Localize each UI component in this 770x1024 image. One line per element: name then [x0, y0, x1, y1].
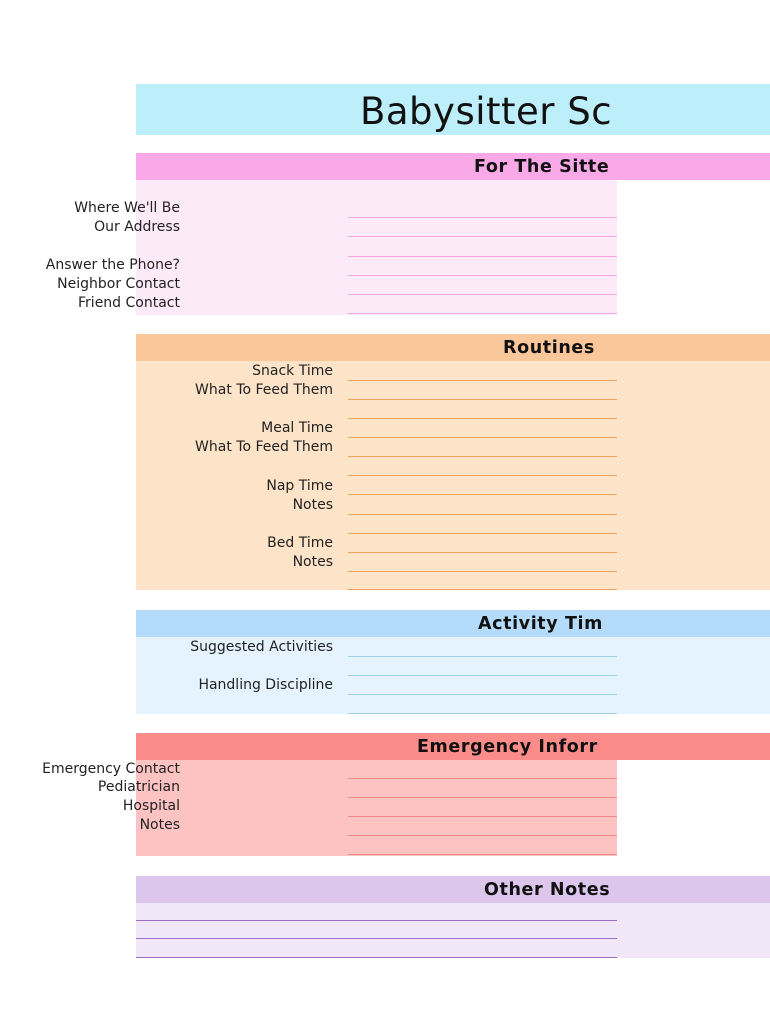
input-line[interactable] — [348, 694, 617, 695]
input-line[interactable] — [348, 217, 617, 218]
label-what-to-feed: What To Feed Them — [195, 439, 333, 455]
section-other-notes — [136, 876, 770, 958]
input-line[interactable] — [348, 514, 617, 515]
input-line[interactable] — [348, 778, 617, 779]
label-notes: Notes — [139, 817, 180, 833]
section-title: Other Notes — [484, 880, 611, 900]
input-line[interactable] — [348, 533, 617, 534]
input-line[interactable] — [348, 656, 617, 657]
page-title: Babysitter Sc — [360, 90, 613, 133]
input-line[interactable] — [348, 418, 617, 419]
label-notes: Notes — [292, 554, 333, 570]
label-hospital: Hospital — [122, 798, 180, 814]
label-answer-phone: Answer the Phone? — [45, 257, 180, 273]
label-bed-time: Bed Time — [267, 535, 333, 551]
input-line[interactable] — [348, 713, 617, 714]
input-line[interactable] — [348, 552, 617, 553]
input-line[interactable] — [348, 675, 617, 676]
input-line[interactable] — [348, 236, 617, 237]
section-for-the-sitter — [45, 153, 770, 315]
section-title: Routines — [503, 338, 595, 358]
section-title: Activity Tim — [478, 614, 603, 634]
input-line[interactable] — [136, 938, 617, 939]
input-line[interactable] — [348, 313, 617, 314]
input-line[interactable] — [348, 816, 617, 817]
section-body — [42, 760, 617, 856]
section-body — [136, 903, 770, 958]
label-emergency-contact: Emergency Contact — [42, 761, 180, 777]
input-line[interactable] — [136, 920, 617, 921]
section-body — [45, 180, 617, 315]
label-what-to-feed: What To Feed Them — [195, 382, 333, 398]
input-line[interactable] — [136, 957, 617, 958]
section-activity-time — [136, 610, 770, 714]
input-line[interactable] — [348, 399, 617, 400]
label-pediatrician: Pediatrician — [97, 779, 180, 795]
label-meal-time: Meal Time — [261, 420, 333, 436]
label-where-well-be: Where We'll Be — [74, 200, 180, 216]
label-friend-contact: Friend Contact — [78, 295, 180, 311]
input-line[interactable] — [348, 494, 617, 495]
input-line[interactable] — [348, 854, 617, 855]
input-line[interactable] — [348, 256, 617, 257]
section-header — [136, 610, 770, 637]
input-line[interactable] — [348, 835, 617, 836]
label-handling-discipline: Handling Discipline — [198, 677, 333, 693]
section-header — [136, 153, 770, 180]
section-header — [136, 876, 770, 903]
input-line[interactable] — [348, 797, 617, 798]
label-nap-time: Nap Time — [266, 478, 333, 494]
section-body — [136, 637, 770, 714]
section-emergency-information — [42, 733, 770, 856]
section-title: For The Sitte — [474, 157, 610, 177]
label-suggested-activities: Suggested Activities — [190, 639, 333, 655]
label-neighbor-contact: Neighbor Contact — [57, 276, 180, 292]
input-line[interactable] — [348, 589, 617, 590]
input-line[interactable] — [348, 275, 617, 276]
input-line[interactable] — [348, 571, 617, 572]
label-our-address: Our Address — [94, 219, 180, 235]
section-routines — [136, 334, 770, 590]
input-line[interactable] — [348, 456, 617, 457]
section-header — [136, 334, 770, 361]
input-line[interactable] — [348, 380, 617, 381]
input-line[interactable] — [348, 437, 617, 438]
input-line[interactable] — [348, 294, 617, 295]
section-title: Emergency Inforr — [417, 737, 598, 757]
title-bar — [136, 84, 770, 135]
section-header — [136, 733, 770, 760]
label-snack-time: Snack Time — [252, 363, 333, 379]
input-line[interactable] — [348, 475, 617, 476]
section-body — [136, 361, 770, 590]
label-notes: Notes — [292, 497, 333, 513]
